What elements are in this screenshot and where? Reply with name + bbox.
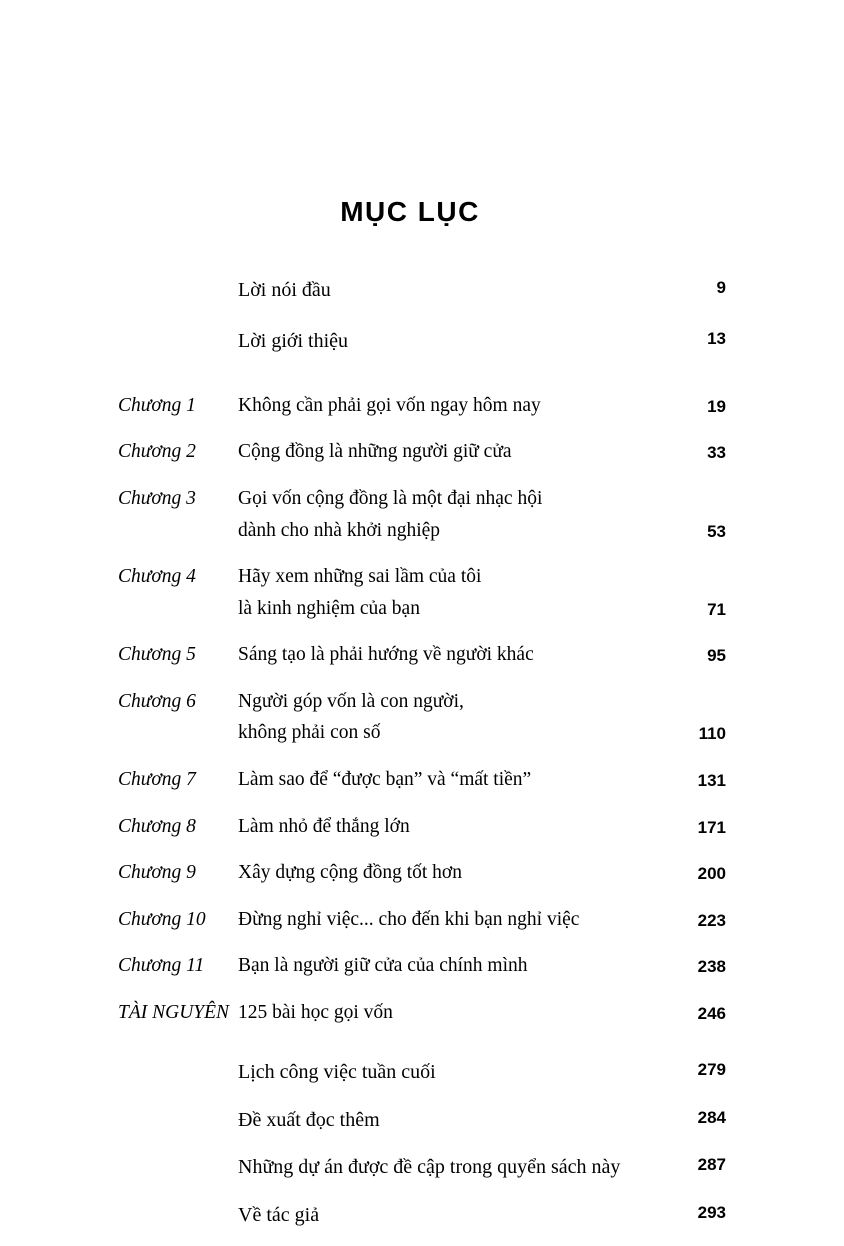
list-item[interactable] <box>118 274 726 306</box>
list-item[interactable] <box>118 857 726 889</box>
toc-entry-label: Chương 7 <box>118 768 196 790</box>
toc-entry-page: 293 <box>697 1202 726 1222</box>
toc-entry-title: Xây dựng cộng đồng tốt hơn <box>238 862 462 884</box>
toc-entry-label: Chương 3 <box>118 487 196 509</box>
list-item[interactable] <box>118 1056 726 1088</box>
toc-entry-title: Lịch công việc tuần cuối <box>238 1061 436 1084</box>
toc-entry-title: Lời nói đầu <box>238 279 331 301</box>
toc-entry-page: 95 <box>707 646 726 666</box>
toc-entry-page: 279 <box>697 1060 726 1080</box>
toc-entry-page: 9 <box>716 278 726 297</box>
toc-entry-title: 125 bài học gọi vốn <box>238 1001 393 1023</box>
toc-entry-title: Lời giới thiệu <box>238 330 349 353</box>
list-item[interactable] <box>118 997 726 1029</box>
toc-entry-label: Chương 6 <box>118 690 196 712</box>
toc-entry-page: 171 <box>697 817 726 837</box>
list-item[interactable] <box>118 904 726 936</box>
toc-entry-label: Chương 8 <box>118 815 196 837</box>
toc-entry-label: Chương 9 <box>118 862 196 884</box>
toc-entry-label: Chương 1 <box>118 394 196 416</box>
toc-entry-page: 223 <box>697 910 726 930</box>
toc-entry-label: TÀI NGUYÊN <box>118 1001 230 1023</box>
toc-entry-label: Chương 4 <box>118 566 196 588</box>
toc-entry-title: Người góp vốn là con người, không phải con số <box>238 690 464 744</box>
toc-entry-title: Cộng đồng là những người giữ cửa <box>238 441 512 463</box>
toc-entry-title: Bạn là người giữ cửa của chính mình <box>238 955 528 977</box>
toc-entry-title: Làm sao để “được bạn” và “mất tiền” <box>238 768 532 790</box>
toc-entry-title: Không cần phải gọi vốn ngay hôm nay <box>238 394 541 416</box>
toc-entry-page: 284 <box>697 1107 726 1127</box>
toc-entry-title: Những dự án được đề cập trong quyển sách này <box>238 1156 621 1179</box>
toc-entry-page: 71 <box>707 599 726 619</box>
toc-entry-title: Làm nhỏ để thắng lớn <box>238 815 410 837</box>
list-item[interactable] <box>118 436 726 468</box>
toc-entry-page: 13 <box>707 329 726 349</box>
toc-entry-page: 53 <box>707 521 726 541</box>
toc-entry-page: 110 <box>698 724 726 744</box>
section-divider <box>118 377 726 390</box>
toc-list <box>118 274 726 1231</box>
toc-entry-page: 238 <box>697 957 726 977</box>
toc-entry-label: Chương 5 <box>118 644 196 666</box>
list-item[interactable] <box>118 325 726 357</box>
toc-entry-page: 287 <box>697 1155 726 1175</box>
list-item[interactable] <box>118 1104 726 1136</box>
list-item[interactable] <box>118 811 726 843</box>
list-item[interactable] <box>118 639 726 671</box>
list-item[interactable] <box>118 1199 726 1231</box>
toc-entry-title: Sáng tạo là phải hướng về người khác <box>238 644 534 666</box>
list-item[interactable] <box>118 686 726 749</box>
section-divider <box>118 1043 726 1056</box>
toc-entry-title: Về tác giả <box>238 1203 320 1226</box>
list-item[interactable] <box>118 390 726 422</box>
toc-entry-page: 19 <box>707 396 726 416</box>
toc-entry-title: Gọi vốn cộng đồng là một đại nhạc hội dành cho nhà khởi nghiệp <box>238 487 543 541</box>
toc-entry-title: Hãy xem những sai lầm của tôi là kinh nghiệm của bạn <box>238 566 482 619</box>
list-item[interactable] <box>118 483 726 546</box>
list-item[interactable] <box>118 950 726 982</box>
toc-entry-label: Chương 11 <box>118 955 205 977</box>
toc-entry-page: 33 <box>707 443 726 463</box>
toc-entry-label: Chương 10 <box>118 908 206 930</box>
toc-entry-title: Đề xuất đọc thêm <box>238 1108 380 1131</box>
toc-entry-page: 200 <box>697 864 726 884</box>
toc-entry-page: 131 <box>697 771 726 791</box>
list-item[interactable] <box>118 1151 726 1183</box>
toc-entry-label: Chương 2 <box>118 441 196 463</box>
toc-entry-page: 246 <box>697 1003 726 1023</box>
page-title: MỤC LỤC <box>340 196 480 227</box>
list-item[interactable] <box>118 561 726 624</box>
list-item[interactable] <box>118 764 726 796</box>
toc-entry-title: Đừng nghỉ việc... cho đến khi bạn nghỉ việc <box>238 908 580 930</box>
